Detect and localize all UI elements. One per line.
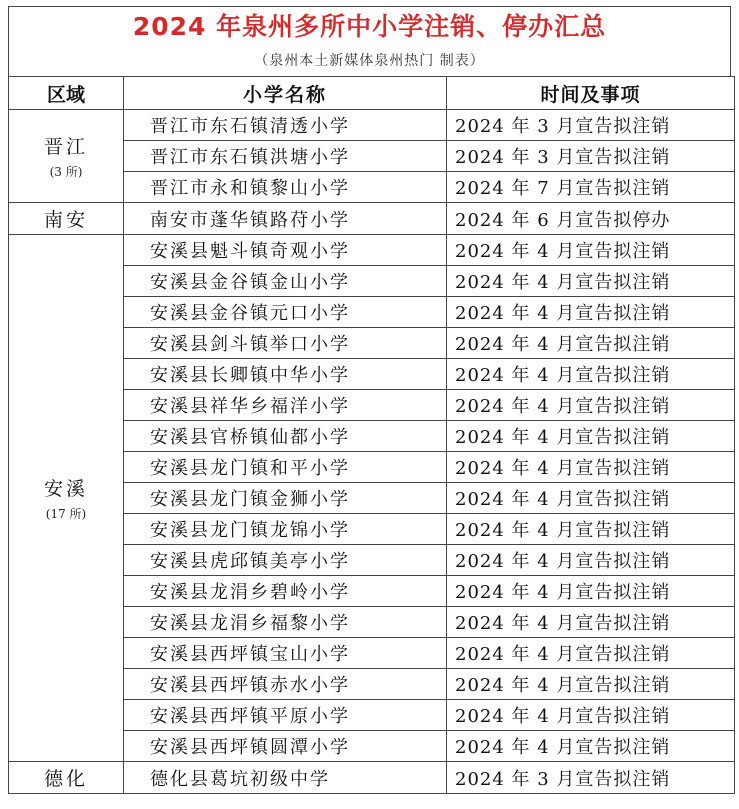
school-name-cell: 安溪县虎邱镇美亭小学 (124, 545, 447, 576)
school-name-cell: 安溪县龙涓乡福黎小学 (124, 607, 447, 638)
region-name: 德化 (43, 768, 88, 790)
event-cell: 2024 年 7 月宣告拟注销 (447, 172, 735, 203)
school-name-cell: 安溪县西坪镇赤水小学 (124, 669, 447, 700)
event-cell: 2024 年 4 月宣告拟注销 (447, 390, 735, 421)
school-name-cell: 安溪县西坪镇平原小学 (124, 700, 447, 731)
school-name-cell: 安溪县龙门镇金狮小学 (124, 483, 447, 514)
header-school: 小学名称 (124, 77, 447, 110)
school-name-cell: 德化县葛坑初级中学 (124, 762, 447, 794)
region-name: 晋江 (43, 136, 88, 158)
school-name-cell: 晋江市东石镇洪塘小学 (124, 141, 447, 172)
event-cell: 2024 年 4 月宣告拟注销 (447, 731, 735, 762)
event-cell: 2024 年 4 月宣告拟注销 (447, 545, 735, 576)
school-name-cell: 安溪县长卿镇中华小学 (124, 359, 447, 390)
event-cell: 2024 年 4 月宣告拟注销 (447, 297, 735, 328)
event-cell: 2024 年 4 月宣告拟注销 (447, 638, 735, 669)
school-name-cell: 晋江市东石镇清透小学 (124, 110, 447, 141)
event-cell: 2024 年 4 月宣告拟注销 (447, 328, 735, 359)
region-name: 安溪 (43, 478, 88, 500)
header-event: 时间及事项 (447, 77, 735, 110)
region-count: (17 所) (45, 507, 87, 521)
school-name-cell: 南安市蓬华镇路苻小学 (124, 203, 447, 235)
region-name: 南安 (43, 209, 88, 231)
table-row (9, 762, 735, 794)
region-cell (9, 110, 124, 203)
table-row (9, 110, 735, 141)
event-cell: 2024 年 4 月宣告拟注销 (447, 576, 735, 607)
event-cell: 2024 年 4 月宣告拟注销 (447, 483, 735, 514)
event-cell: 2024 年 4 月宣告拟注销 (447, 607, 735, 638)
school-name-cell: 安溪县龙门镇和平小学 (124, 452, 447, 483)
document-title: 2024 年泉州多所中小学注销、停办汇总 (8, 6, 731, 46)
school-name-cell: 安溪县西坪镇圆潭小学 (124, 731, 447, 762)
school-closure-table (8, 76, 735, 794)
school-name-cell: 安溪县祥华乡福洋小学 (124, 390, 447, 421)
table-row (9, 203, 735, 235)
event-cell: 2024 年 4 月宣告拟注销 (447, 235, 735, 266)
school-name-cell: 晋江市永和镇黎山小学 (124, 172, 447, 203)
event-cell: 2024 年 4 月宣告拟注销 (447, 452, 735, 483)
school-name-cell: 安溪县金谷镇元口小学 (124, 297, 447, 328)
region-cell (9, 203, 124, 235)
table-row (9, 235, 735, 266)
school-name-cell: 安溪县金谷镇金山小学 (124, 266, 447, 297)
school-name-cell: 安溪县官桥镇仙都小学 (124, 421, 447, 452)
event-cell: 2024 年 3 月宣告拟注销 (447, 141, 735, 172)
document-frame (8, 6, 731, 809)
table-body (9, 110, 735, 794)
table-header-row (9, 77, 735, 110)
school-name-cell: 安溪县龙门镇龙锦小学 (124, 514, 447, 545)
school-name-cell: 安溪县龙涓乡碧岭小学 (124, 576, 447, 607)
event-cell: 2024 年 4 月宣告拟注销 (447, 700, 735, 731)
event-cell: 2024 年 4 月宣告拟注销 (447, 266, 735, 297)
region-cell (9, 235, 124, 762)
event-cell: 2024 年 3 月宣告拟注销 (447, 110, 735, 141)
event-cell: 2024 年 4 月宣告拟注销 (447, 359, 735, 390)
school-name-cell: 安溪县魁斗镇奇观小学 (124, 235, 447, 266)
event-cell: 2024 年 6 月宣告拟停办 (447, 203, 735, 235)
event-cell: 2024 年 4 月宣告拟注销 (447, 421, 735, 452)
school-name-cell: 安溪县西坪镇宝山小学 (124, 638, 447, 669)
region-count: (3 所) (49, 165, 83, 179)
document-subtitle: （泉州本土新媒体泉州热门 制表） (8, 46, 731, 76)
event-cell: 2024 年 3 月宣告拟注销 (447, 762, 735, 794)
event-cell: 2024 年 4 月宣告拟注销 (447, 669, 735, 700)
school-name-cell: 安溪县剑斗镇举口小学 (124, 328, 447, 359)
header-region: 区域 (9, 77, 124, 110)
event-cell: 2024 年 4 月宣告拟注销 (447, 514, 735, 545)
region-cell (9, 762, 124, 794)
